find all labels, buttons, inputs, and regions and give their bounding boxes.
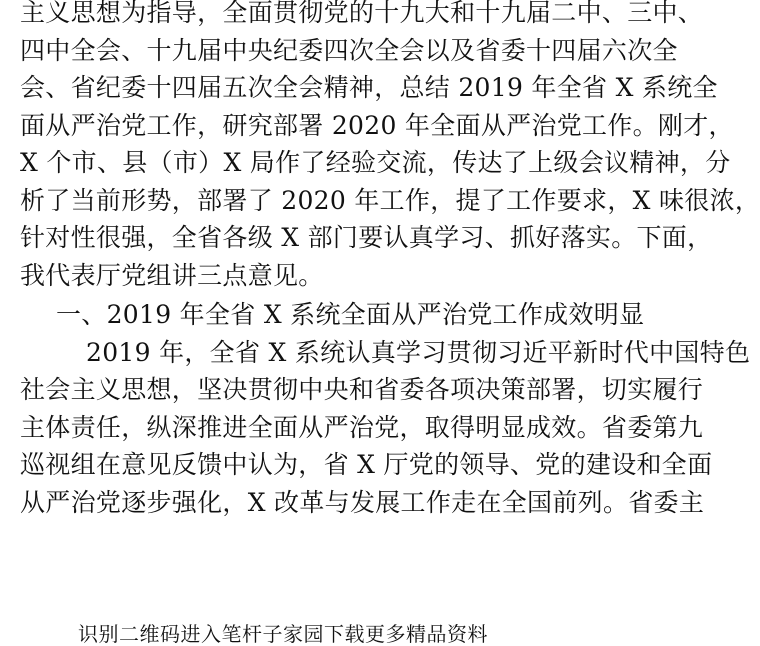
paragraph-2-line-4: 巡视组在意见反馈中认为，省 X 厅党的领导、党的建设和全面 [20,450,713,479]
paragraph-1-line-4: 面从严治党工作，研究部署 2020 年全面从严治党工作。刚才， [20,110,734,140]
paragraph-1-line-5: X 个市、县（市）X 局作了经验交流，传达了上级会议精神，分 [20,148,731,177]
paragraph-1-line-3: 会、省纪委十四届五次全会精神，总结 2019 年全省 X 系统全 [20,73,718,102]
paragraph-1-line-6: 析了当前形势，部署了 2020 年工作，提了工作要求，X 味很浓， [20,185,760,215]
paragraph-1-line-7: 针对性很强，全省各级 X 部门要认真学习、抓好落实。下面， [20,223,713,252]
paragraph-1-line-8: 我代表厅党组讲三点意见。 [20,260,324,290]
document-body [20,0,760,521]
footer-download-notice: 识别二维码进入笔杆子家园下载更多精品资料 [78,622,488,646]
section-heading: 一、2019 年全省 X 系统全面从严治党工作成效明显 [56,300,645,329]
paragraph-1-line-2: 四中全会、十九届中央纪委四次全会以及省委十四届六次全 [20,35,678,65]
paragraph-2-line-5: 从严治党逐步强化，X 改革与发展工作走在全国前列。省委主 [20,487,705,517]
paragraph-2-line-1: 2019 年，全省 X 系统认真学习贯彻习近平新时代中国特色 [86,337,751,367]
paragraph-1-line-1: 主义思想为指导，全面贯彻党的十九大和十九届二中、三中、 [20,0,704,27]
paragraph-2-line-2: 社会主义思想，坚决贯彻中央和省委各项决策部署，切实履行 [20,375,704,404]
paragraph-2-line-3: 主体责任，纵深推进全面从严治党，取得明显成效。省委第九 [20,412,704,442]
